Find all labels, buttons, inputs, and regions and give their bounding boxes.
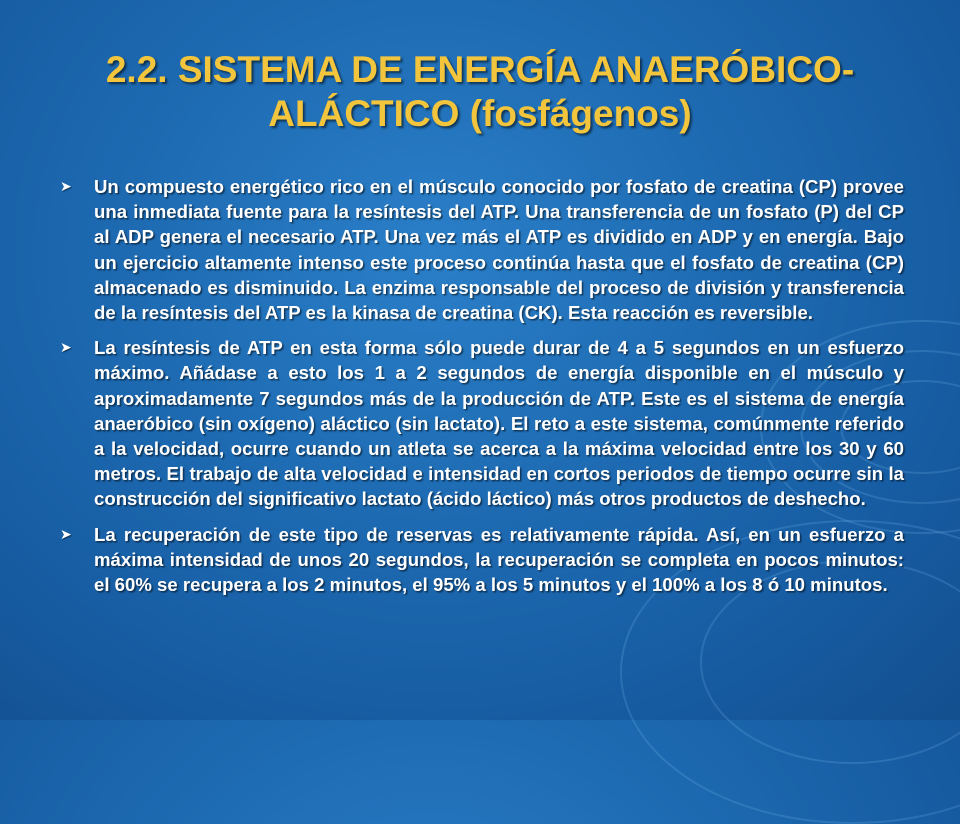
bullet-item [58,174,904,325]
bullet-item [58,522,904,598]
bullet-text: La resíntesis de ATP en esta forma sólo puede durar de 4 a 5 segundos en un esfuerzo máximo. Añádase a esto los 1 a 2 segundos de energía disponible en el músculo y aproximadamente 7 segundos más de la producción de ATP. Este es el sistema de energía anaeróbico (sin oxígeno) aláctico (sin lactato). El reto a este sistema, comúnmente referido a la velocidad, ocurre cuando un atleta se acerca a la máxima velocidad entre los 30 y 60 metros. El trabajo de alta velocidad e intensidad en cortos periodos de tiempo ocurre sin la construcción del significativo lactato (ácido láctico) más otros productos de deshecho. [94,337,904,510]
arrow-bullet-icon: ➤ [60,525,72,542]
bullet-text: Un compuesto energético rico en el músculo conocido por fosfato de creatina (CP) provee una inmediata fuente para la resíntesis del ATP. Una transferencia de un fosfato (P) del CP al ADP genera el necesario ATP. Una vez más el ATP es dividido en ADP y en energía. Bajo un ejercicio altamente intenso este proceso continúa hasta que el fosfato de creatina (CP) almacenado es disminuido. La enzima responsable del proceso de división y transferencia de la resíntesis del ATP es la kinasa de creatina (CK). Esta reacción es reversible. [94,176,904,324]
bullet-item [58,335,904,511]
arrow-bullet-icon: ➤ [60,339,72,356]
bullet-text: La recuperación de este tipo de reservas es relativamente rápida. Así, en un esfuerzo a máxima intensidad de unos 20 segundos, la recuperación se completa en pocos minutos: el 60% se recupera a los 2 minutos, el 95% a los 5 minutos y el 100% a los 8 ó 10 minutos. [94,523,904,596]
arrow-bullet-icon: ➤ [60,178,72,194]
bullet-list [58,174,904,607]
slide-title: 2.2. SISTEMA DE ENERGÍA ANAERÓBICO-ALÁCTICO (fosfágenos) [105,49,855,134]
